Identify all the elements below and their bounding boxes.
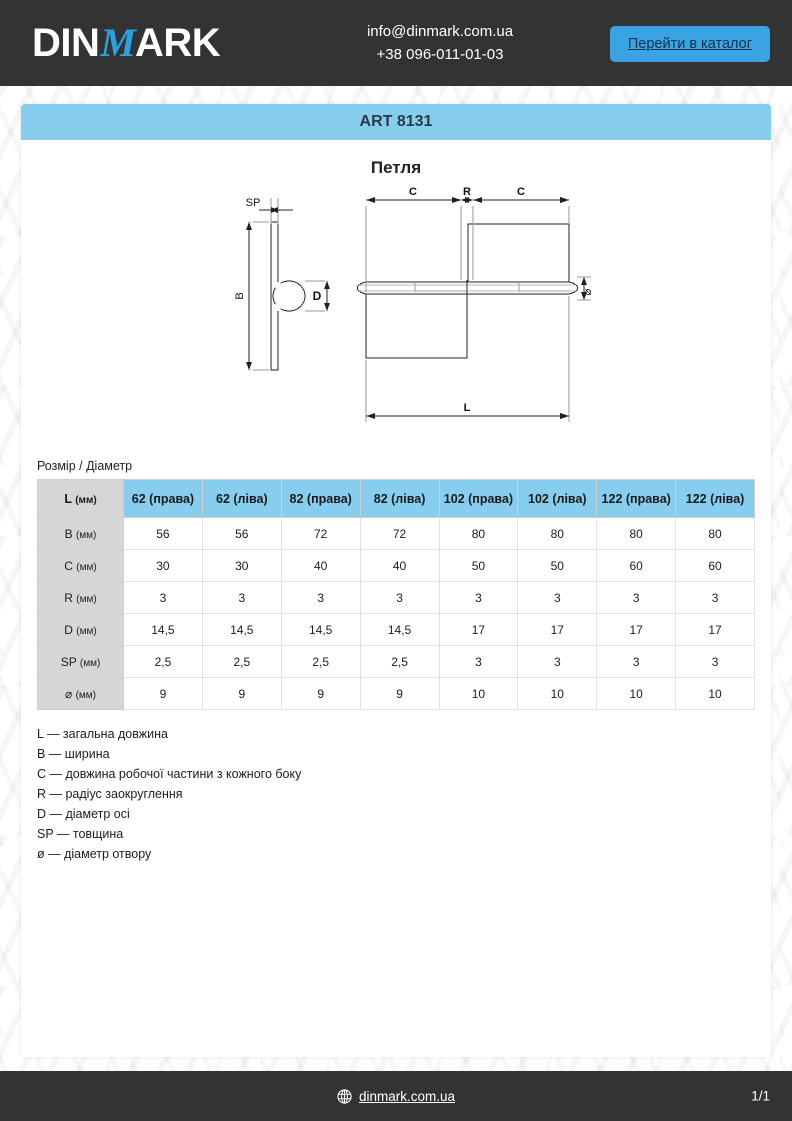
table-cell: 17 [597,614,676,646]
dim-label-diameter: ⌀ [582,288,594,296]
row-unit: (мм) [79,657,101,669]
table-cell: 2,5 [202,646,281,678]
row-header [38,518,124,550]
table-cell: 50 [518,550,597,582]
header-contacts [330,20,550,66]
table-cell: 50 [439,550,518,582]
table-cell: 17 [676,614,755,646]
table-header-row [38,480,755,518]
footer-page-number: 1/1 [751,1088,770,1104]
table-cell: 2,5 [281,646,360,678]
table-header-cell: 82 (права) [281,480,360,518]
contact-email[interactable]: info@dinmark.com.ua [366,23,514,40]
table-row [38,582,755,614]
spec-table [37,479,755,710]
table-cell: 3 [202,582,281,614]
table-header-cell: 102 (права) [439,480,518,518]
legend-item: R — радіус заокруглення [37,787,183,801]
table-cell: 10 [676,678,755,710]
row-unit: (мм) [76,561,97,573]
row-unit: (мм) [76,593,97,605]
table-cell: 2,5 [360,646,439,678]
table-cell: 72 [281,518,360,550]
row-unit: (мм) [76,625,97,637]
legend-item: C — довжина робочої частини з кожного боку [37,767,302,781]
table-cell: 14,5 [202,614,281,646]
table-cell: 40 [360,550,439,582]
table-cell: 80 [676,518,755,550]
row-header [38,582,124,614]
row-label: R [64,590,73,605]
table-cell: 60 [597,550,676,582]
table-cell: 3 [597,582,676,614]
table-cell: 2,5 [124,646,203,678]
table-cell: 72 [360,518,439,550]
table-header-cell: 122 (ліва) [676,480,755,518]
legend-item: SP — товщина [37,827,124,841]
table-cell: 3 [439,646,518,678]
logo-text-part3: ARK [134,21,221,65]
table-cell: 10 [597,678,676,710]
page-header [0,0,792,86]
table-cell: 17 [439,614,518,646]
table-cell: 80 [597,518,676,550]
table-header-cell: 122 (права) [597,480,676,518]
table-cell: 9 [281,678,360,710]
row-label: B [64,526,73,541]
table-row [38,614,755,646]
footer-site-link[interactable] [337,1089,455,1104]
technical-drawing [21,184,771,446]
table-header-cell: 62 (ліва) [202,480,281,518]
table-cell: 9 [124,678,203,710]
table-cell: 10 [518,678,597,710]
row-header [38,678,124,710]
row-label: SP [60,654,77,669]
dim-label-r: R [463,186,471,198]
legend-item: ø — діаметр отвору [37,847,152,861]
table-cell: 17 [518,614,597,646]
table-row [38,550,755,582]
product-article-bar [21,104,771,140]
dim-label-d: D [312,289,322,303]
table-cell: 3 [676,646,755,678]
table-cell: 3 [676,582,755,614]
table-header-cell-first [38,480,124,518]
table-cell: 3 [124,582,203,614]
legend-item: L — загальна довжина [37,727,168,741]
logo-text-part2: M [100,20,134,65]
dim-label-sp: SP [245,197,261,209]
table-cell: 56 [202,518,281,550]
logo-text-part1: DIN [32,21,100,65]
table-header-cell: 102 (ліва) [518,480,597,518]
row-header [38,614,124,646]
legend-item: D — діаметр осі [37,807,130,821]
table-cell: 80 [518,518,597,550]
table-row [38,646,755,678]
table-cell: 9 [360,678,439,710]
table-cell: 40 [281,550,360,582]
contact-phone[interactable]: +38 096-011-01-03 [376,46,504,63]
go-to-catalog-button[interactable] [610,26,770,62]
header-first-label: L [64,491,72,506]
product-name: Петля [370,158,422,177]
table-cell: 56 [124,518,203,550]
table-cell: 3 [360,582,439,614]
legend-list [21,710,771,864]
legend-item: B — ширина [37,747,110,761]
dim-label-c-right: C [517,186,525,198]
row-label: ⌀ [65,686,73,701]
dim-label-l: L [463,402,471,414]
header-first-unit: (мм) [75,494,97,506]
table-cell: 14,5 [281,614,360,646]
spec-table-section [21,459,771,710]
table-row [38,678,755,710]
table-cell: 3 [597,646,676,678]
row-label: C [64,558,73,573]
row-unit: (мм) [75,529,97,541]
table-cell: 10 [439,678,518,710]
table-cell: 3 [518,582,597,614]
table-cell: 9 [202,678,281,710]
table-cell: 3 [439,582,518,614]
dim-label-b: B [234,292,246,300]
table-cell: 3 [518,646,597,678]
table-cell: 3 [281,582,360,614]
go-to-catalog-label: Перейти в каталог [627,36,752,52]
row-label: D [64,622,73,637]
table-cell: 30 [202,550,281,582]
table-header-cell: 62 (права) [124,480,203,518]
table-cell: 14,5 [124,614,203,646]
footer-url: dinmark.com.ua [358,1088,456,1104]
row-unit: (мм) [75,689,96,701]
globe-icon [337,1089,352,1104]
table-header-cell: 82 (ліва) [360,480,439,518]
table-cell: 30 [124,550,203,582]
table-row [38,518,755,550]
product-card [21,104,771,1057]
brand-logo [32,20,220,66]
row-header [38,646,124,678]
page-footer [0,1071,792,1121]
table-cell: 14,5 [360,614,439,646]
dim-label-c-left: C [409,186,417,198]
table-cell: 60 [676,550,755,582]
table-cell: 80 [439,518,518,550]
row-header [38,550,124,582]
spec-table-caption: Розмір / Діаметр [37,459,133,473]
product-article: ART 8131 [359,113,433,130]
